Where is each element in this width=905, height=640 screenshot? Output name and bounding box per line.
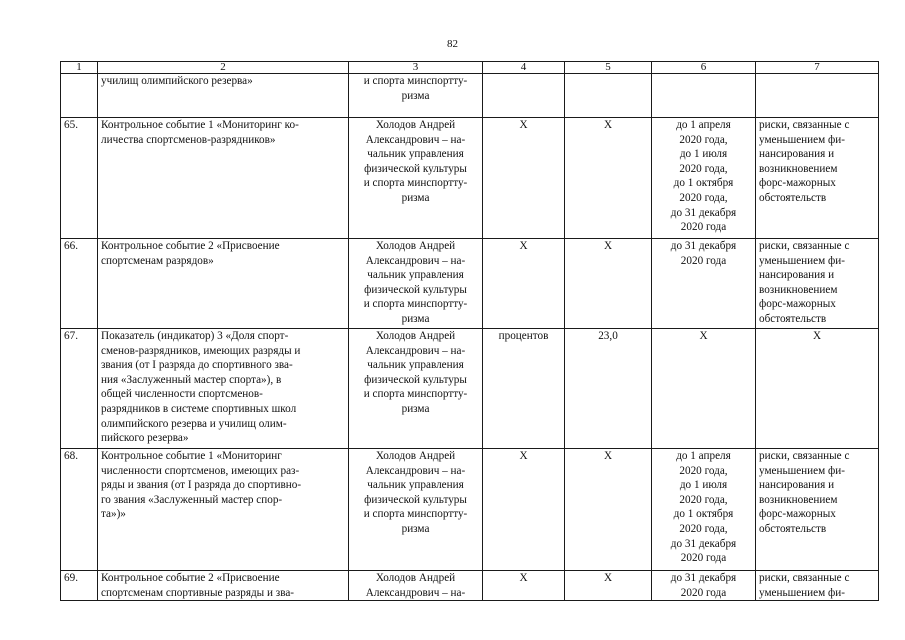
event-name-cell: училищ олимпийского резерва» xyxy=(98,74,349,118)
column-number-cell: 6 xyxy=(652,62,756,74)
row-number-cell: 65. xyxy=(61,118,98,239)
responsible-cell: Холодов Андрей Александрович – на- чальник управления физической культуры и спорта минспортту- ризма xyxy=(349,329,483,449)
unit-cell xyxy=(483,74,565,118)
value-cell: X xyxy=(565,118,652,239)
risks-cell: риски, связанные с уменьшением фи- нансирования и возникновением форс-мажорных обстоятельств xyxy=(756,239,879,329)
responsible-cell: Холодов Андрей Александрович – на- чальник управления физической культуры и спорта минспортту- ризма xyxy=(349,239,483,329)
column-number-cell: 4 xyxy=(483,62,565,74)
value-cell: X xyxy=(565,571,652,601)
deadline-cell xyxy=(652,74,756,118)
event-name-cell: Контрольное событие 1 «Мониторинг численности спортсменов, имеющих раз- ряды и звания (от I разряда до спортивно- го звания «Заслуженный мастер спор- та»)» xyxy=(98,449,349,571)
unit-cell: X xyxy=(483,118,565,239)
table-row xyxy=(61,449,879,571)
responsible-cell: Холодов Андрей Александрович – на- xyxy=(349,571,483,601)
column-number-row xyxy=(61,62,879,74)
row-number-cell: 67. xyxy=(61,329,98,449)
row-number-cell xyxy=(61,74,98,118)
risks-cell: риски, связанные с уменьшением фи- xyxy=(756,571,879,601)
unit-cell: процентов xyxy=(483,329,565,449)
deadline-cell: до 1 апреля 2020 года, до 1 июля 2020 года, до 1 октября 2020 года, до 31 декабря 2020 года xyxy=(652,449,756,571)
event-name-cell: Контрольное событие 2 «Присвоение спортсменам спортивные разряды и зва- xyxy=(98,571,349,601)
column-number-cell: 5 xyxy=(565,62,652,74)
value-cell: 23,0 xyxy=(565,329,652,449)
deadline-cell: до 31 декабря 2020 года xyxy=(652,571,756,601)
value-cell: X xyxy=(565,239,652,329)
value-cell xyxy=(565,74,652,118)
responsible-cell: Холодов Андрей Александрович – на- чальник управления физической культуры и спорта минспортту- ризма xyxy=(349,118,483,239)
indicator-name-cell: Показатель (индикатор) 3 «Доля спорт- сменов-разрядников, имеющих разряды и звания (от I разряда до спортивного зва- ния «Заслуженный мастер спорта»), в общей численности спортсменов- разрядников в системе спортивных школ олимпийского резерва и училищ олим- пийского резерва» xyxy=(98,329,349,449)
page-number: 82 xyxy=(447,38,458,50)
column-number-cell: 2 xyxy=(98,62,349,74)
column-number-cell: 3 xyxy=(349,62,483,74)
table-row xyxy=(61,239,879,329)
deadline-cell: X xyxy=(652,329,756,449)
row-number-cell: 66. xyxy=(61,239,98,329)
table-row xyxy=(61,571,879,601)
deadline-cell: до 1 апреля 2020 года, до 1 июля 2020 года, до 1 октября 2020 года, до 31 декабря 2020 года xyxy=(652,118,756,239)
value-cell: X xyxy=(565,449,652,571)
responsible-cell: Холодов Андрей Александрович – на- чальник управления физической культуры и спорта минспортту- ризма xyxy=(349,449,483,571)
table-row xyxy=(61,118,879,239)
unit-cell: X xyxy=(483,239,565,329)
table-row xyxy=(61,74,879,118)
plan-table xyxy=(60,61,879,601)
responsible-cell: и спорта минспортту- ризма xyxy=(349,74,483,118)
risks-cell xyxy=(756,74,879,118)
risks-cell: X xyxy=(756,329,879,449)
deadline-cell: до 31 декабря 2020 года xyxy=(652,239,756,329)
column-number-cell: 7 xyxy=(756,62,879,74)
event-name-cell: Контрольное событие 1 «Мониторинг ко- личества спортсменов-разрядников» xyxy=(98,118,349,239)
risks-cell: риски, связанные с уменьшением фи- нансирования и возникновением форс-мажорных обстоятельств xyxy=(756,449,879,571)
risks-cell: риски, связанные с уменьшением фи- нансирования и возникновением форс-мажорных обстоятельств xyxy=(756,118,879,239)
unit-cell: X xyxy=(483,449,565,571)
column-number-cell: 1 xyxy=(61,62,98,74)
unit-cell: X xyxy=(483,571,565,601)
row-number-cell: 69. xyxy=(61,571,98,601)
table-row xyxy=(61,329,879,449)
event-name-cell: Контрольное событие 2 «Присвоение спортсменам разрядов» xyxy=(98,239,349,329)
row-number-cell: 68. xyxy=(61,449,98,571)
